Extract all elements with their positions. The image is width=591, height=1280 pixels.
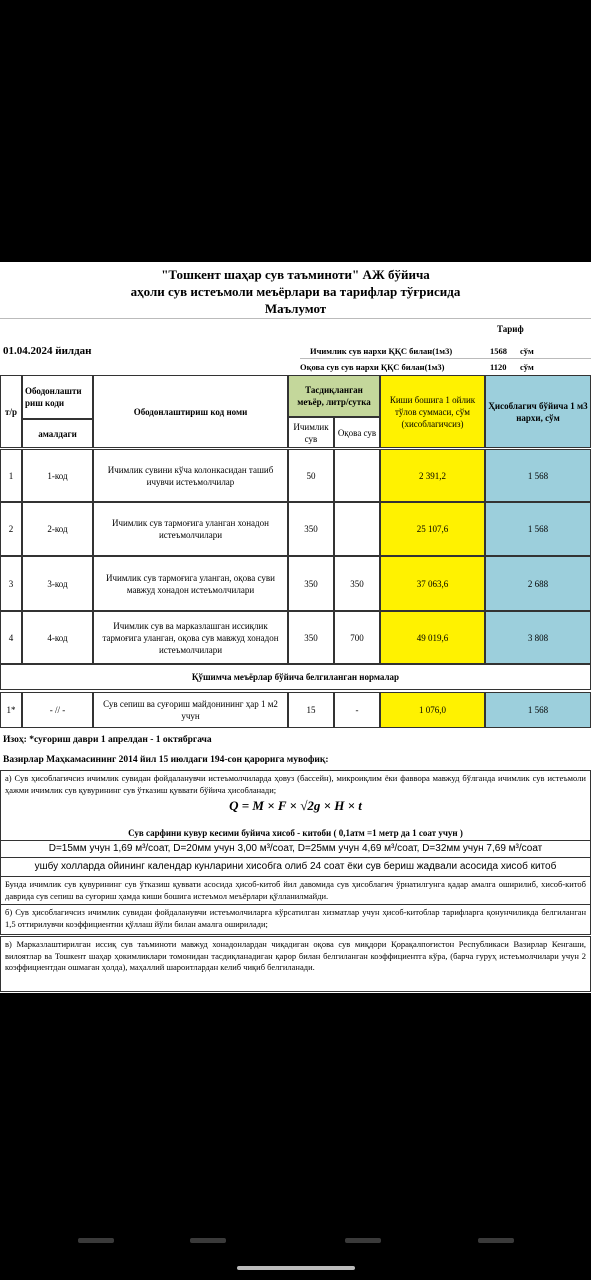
title-line-1: "Тошкент шаҳар сув таъминоти" АЖ бўйича [161, 267, 430, 282]
extra-row-meter: 1 568 [485, 692, 591, 728]
row-3-drink: 350 [288, 556, 334, 611]
col-norm: Тасдиқланган меъёр, литр/сутка [288, 375, 380, 417]
col-tr: т/р [0, 375, 22, 448]
row-1-payment: 2 391,2 [380, 449, 485, 502]
note-text: Изоҳ: *суғориш даври 1 апрелдан - 1 октябргача [3, 735, 212, 745]
blurred-nav-item [190, 1238, 226, 1243]
row-2-code: 2-код [22, 502, 93, 556]
paragraph-a-text: а) Сув ҳисоблагичсиз ичимлик сувидан фойдаланувчи истеъмолчиларда ҳовуз (бассейн), микроиқлим ёки фаввора мавжуд бўлганда ичимлик сув истеъмоли ҳажми ичимлик сув қувурининг сув ўтказиш қуввати бўйича ҳисобланади; [5, 773, 586, 795]
row-1-drink: 50 [288, 449, 334, 502]
row-4-code: 4-код [22, 611, 93, 664]
extra-row-drink: 15 [288, 692, 334, 728]
drinking-price-label: Ичимлик сув нархи ҚҚС билан(1м3) [310, 346, 453, 356]
row-4-payment: 49 019,6 [380, 611, 485, 664]
row-2-name: Ичимлик сув тармоғига уланган хонадон истеъмолчилари [93, 502, 288, 556]
row-4-waste: 700 [334, 611, 380, 664]
paragraph-b1: Бунда ичимлик сув қувурининг сув ўтказиш қуввати асосида ҳисоб-китоб йил давомида сув ҳисоблагич ўрнатилгунга қадар амалга оширилиб, хисоб-китоб даврида сув сепиш ва суғориш ҳамда киши бошига истеъмол меъёрлари қўлланилмайди. [0, 877, 591, 905]
document-page [0, 262, 591, 993]
paragraph-c: в) Марказлаштирилган иссиқ сув таъминоти мавжуд хонадонлардан чиқадиган оқова сув миқдори Қорақалпоғистон Республикаси Вазирлар Кенгаши, вилоятлар ва Тошкент шаҳар ҳокимликлари томонидан тасдиқланадиган қарор билан белгиланган коэффициентга кўра, (барча гуруҳ истеъмолчилари учун 2 коэффициентдан ошмаган ҳолда), маҳаллий шароитлардан келиб чиқиб белгиланади. [0, 936, 591, 992]
drinking-price: 1568 [490, 346, 507, 356]
row-4-meter: 3 808 [485, 611, 591, 664]
col-payment: Киши бошига 1 ойлик тўлов суммаси, сўм (хисоблагичсиз) [380, 375, 485, 448]
col-name: Ободонлаштириш код номи [93, 375, 288, 448]
technical-price-label: Оқова сув сув нархи ҚҚС билан(1м3) [300, 362, 445, 372]
col-norm-waste: Оқова сув [334, 417, 380, 448]
row-2-waste [334, 502, 380, 556]
col-meter: Ҳисоблагич бўйича 1 м3 нархи, сўм [485, 375, 591, 448]
home-indicator[interactable] [237, 1266, 355, 1270]
row-3-name: Ичимлик сув тармоғига уланган, оқова суви мавжуд хонадон истеъмолчилари [93, 556, 288, 611]
row-1-name: Ичимлик сувини кўча колонкасидан ташиб ичувчи истеъмолчилар [93, 449, 288, 502]
decree-text: Вазирлар Маҳкамасининг 2014 йил 15 июлдаги 194-сон қарорига мувофиқ: [3, 755, 329, 765]
technical-unit: сўм [520, 362, 534, 372]
extra-row-payment: 1 076,0 [380, 692, 485, 728]
row-1-n: 1 [0, 449, 22, 502]
paragraph-b2: б) Сув ҳисоблагичсиз ичимлик сувидан фойдаланувчи истеъмолчиларга кўрсатилган хизматлар учун ҳисоб-китоблар тарифларга қонунчиликда белгиланган 1,5 оттирилувчи коэффициентни қўллаш йўли билан амалга оширилади; [0, 905, 591, 935]
drinking-unit: сўм [520, 346, 534, 356]
date-label: 01.04.2024 йилдан [3, 345, 92, 357]
title-line-3: Маълумот [264, 301, 327, 316]
row-2-payment: 25 107,6 [380, 502, 485, 556]
row-2-drink: 350 [288, 502, 334, 556]
row-3-meter: 2 688 [485, 556, 591, 611]
formula: Q = M × F × √2g × H × t [229, 798, 362, 813]
row-2-meter: 1 568 [485, 502, 591, 556]
calc-title: Сув сарфини кувур кесими буйича хисоб - китоби ( 0,1атм =1 метр да 1 соат учун ) [0, 825, 591, 841]
col-code-bottom: амалдаги [22, 419, 93, 448]
row-1-meter: 1 568 [485, 449, 591, 502]
row-3-waste: 350 [334, 556, 380, 611]
row-4-name: Ичимлик сув ва марказлашган иссиқлик тармоғига уланган, оқова сув мавжуд хонадон истеъмолчилари [93, 611, 288, 664]
tariff-label: Тариф [497, 324, 524, 334]
row-3-n: 3 [0, 556, 22, 611]
row-1-waste [334, 449, 380, 502]
extra-norms-header: Қўшимча меъёрлар бўйича белгиланган нормалар [0, 664, 591, 690]
paragraph-a [0, 770, 591, 826]
extra-row-waste: - [334, 692, 380, 728]
col-code-top: Ободонлашти риш коди [22, 375, 93, 419]
row-3-payment: 37 063,6 [380, 556, 485, 611]
extra-row-name: Сув сепиш ва суғориш майдонининг ҳар 1 м2 учун [93, 692, 288, 728]
row-4-n: 4 [0, 611, 22, 664]
blurred-nav-item [478, 1238, 514, 1243]
extra-row-number: 1* [0, 692, 22, 728]
technical-price: 1120 [490, 362, 507, 372]
row-2-n: 2 [0, 502, 22, 556]
title-line-2: аҳоли сув истеъмоли меъёрлари ва тарифлар тўғрисида [130, 284, 461, 299]
blurred-nav-item [345, 1238, 381, 1243]
row-4-drink: 350 [288, 611, 334, 664]
col-norm-drink: Ичимлик сув [288, 417, 334, 448]
schedule-text: ушбу холларда ойининг календар кунларини хисобга олиб 24 соат ёки сув бериш жадвали асосида хисоб китоб [0, 858, 591, 877]
pipe-capacity: D=15мм учун 1,69 м³/соат, D=20мм учун 3,00 м³/соат, D=25мм учун 4,69 м³/соат, D=32мм учун 7,69 м³/соат [0, 841, 591, 858]
row-3-code: 3-код [22, 556, 93, 611]
row-1-code: 1-код [22, 449, 93, 502]
blurred-nav-item [78, 1238, 114, 1243]
extra-row-code: - // - [22, 692, 93, 728]
